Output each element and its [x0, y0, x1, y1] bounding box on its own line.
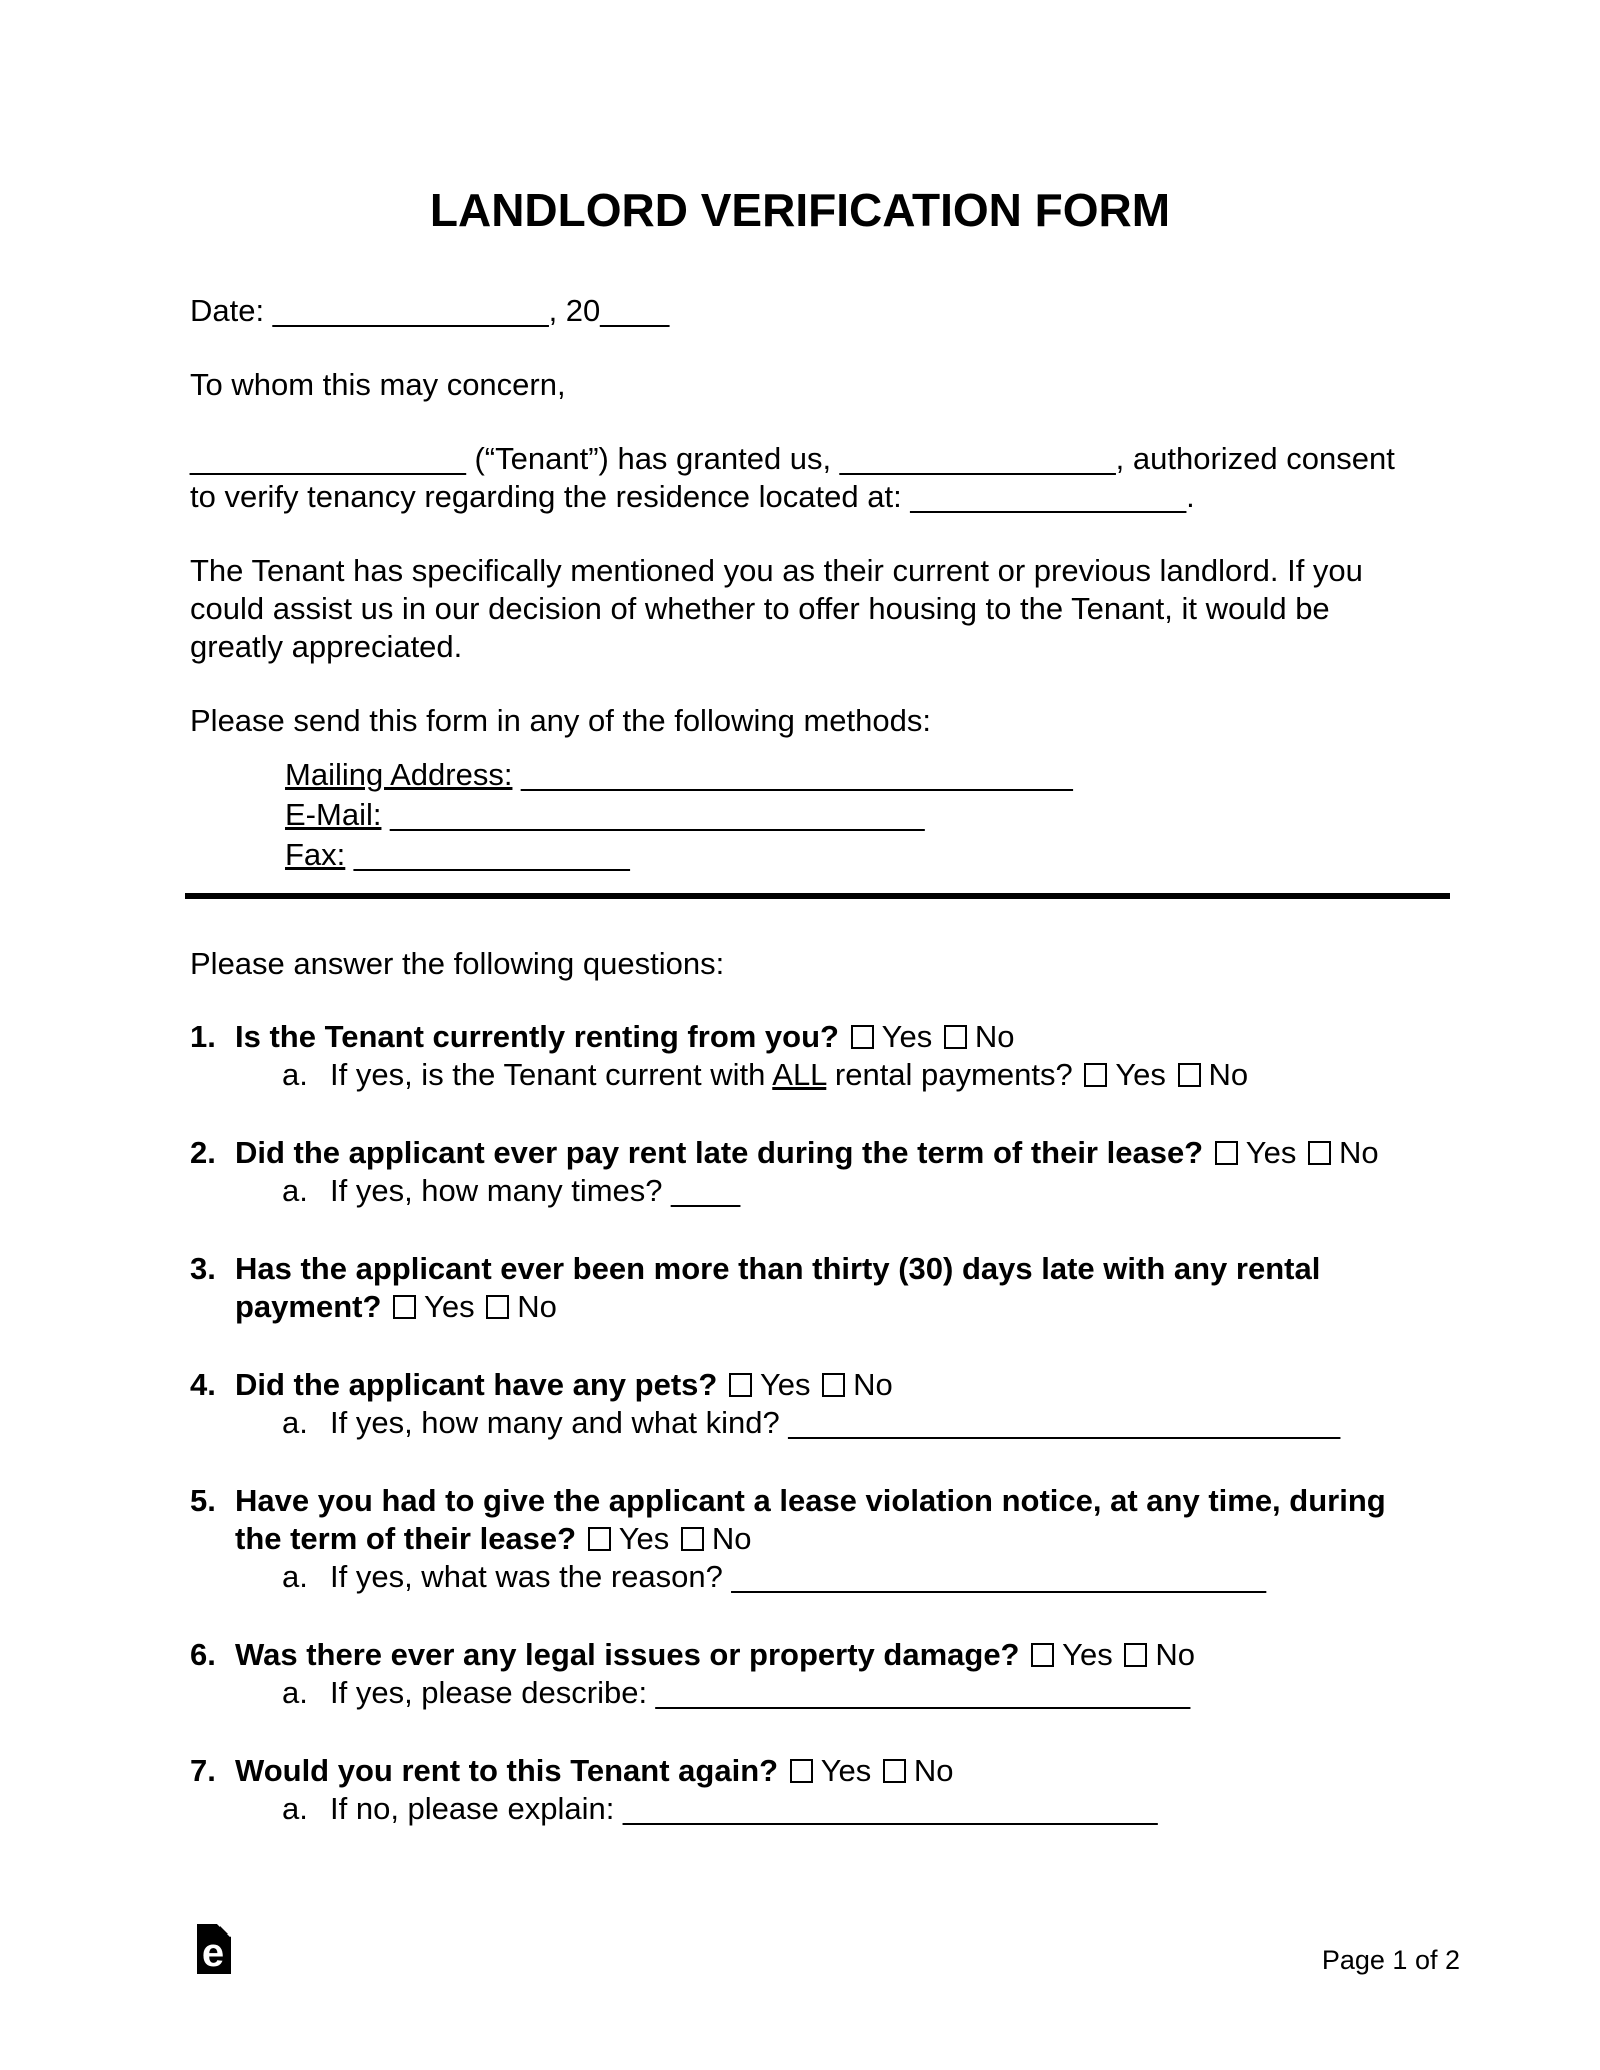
checkbox-no[interactable] — [486, 1295, 509, 1319]
question-4a-letter: a. — [282, 1405, 308, 1440]
checkbox-yes[interactable] — [1031, 1643, 1054, 1667]
date-line — [190, 292, 1410, 330]
question-2a-blank[interactable]: ____ — [671, 1173, 741, 1208]
checkbox-no[interactable] — [1124, 1643, 1147, 1667]
question-2-number: 2. — [190, 1135, 216, 1170]
question-5a-letter: a. — [282, 1559, 308, 1594]
question-5 — [190, 1482, 1410, 1596]
method-mailing-address — [285, 755, 1410, 795]
question-3-yes-no — [390, 1289, 557, 1324]
checkbox-no[interactable] — [1178, 1063, 1201, 1087]
question-1a-letter: a. — [282, 1057, 308, 1092]
question-1-number: 1. — [190, 1019, 216, 1054]
question-4a — [282, 1404, 1410, 1442]
no-label: No — [517, 1289, 557, 1324]
question-1a-underlined-word: ALL — [772, 1057, 827, 1092]
question-5a — [282, 1558, 1410, 1596]
residence-address-blank[interactable]: ________________ — [910, 479, 1187, 514]
date-label: Date: — [190, 293, 273, 328]
svg-text:e: e — [201, 1931, 225, 1974]
question-1a-yes-no — [1081, 1057, 1248, 1092]
yes-label: Yes — [1062, 1637, 1113, 1672]
question-1-text: Is the Tenant currently renting from you? — [235, 1019, 839, 1054]
question-3-text-line1: Has the applicant ever been more than thirty (30) days late with any rental — [235, 1251, 1321, 1286]
yes-label: Yes — [618, 1521, 670, 1556]
question-4-yes-no — [726, 1367, 893, 1402]
checkbox-no[interactable] — [883, 1759, 906, 1783]
question-7 — [190, 1752, 1410, 1828]
methods-intro: Please send this form in any of the following methods: — [190, 703, 931, 738]
question-2a — [282, 1172, 1410, 1210]
intro-line-1 — [190, 440, 1410, 478]
question-5a-blank[interactable]: _______________________________ — [731, 1559, 1266, 1594]
question-7-yes-no — [787, 1753, 954, 1788]
question-4-text: Did the applicant have any pets? — [235, 1367, 718, 1402]
question-7a-blank[interactable]: _______________________________ — [622, 1791, 1158, 1826]
page-title: LANDLORD VERIFICATION FORM — [429, 184, 1171, 236]
yes-label: Yes — [759, 1367, 811, 1402]
question-4a-blank[interactable]: ________________________________ — [788, 1405, 1341, 1440]
date-year-blank[interactable]: ____ — [600, 293, 670, 328]
document-content — [190, 185, 1410, 1868]
email-blank[interactable]: _______________________________ — [390, 797, 925, 832]
questions-intro: Please answer the following questions: — [190, 946, 725, 981]
checkbox-yes[interactable] — [393, 1295, 416, 1319]
question-6-number: 6. — [190, 1637, 216, 1672]
checkbox-yes[interactable] — [1215, 1141, 1238, 1165]
mailing-address-label: Mailing Address: — [285, 757, 513, 792]
question-4-number: 4. — [190, 1367, 216, 1402]
intro-line-2 — [190, 478, 1410, 516]
body-line-2: could assist us in our decision of whether to offer housing to the Tenant, it would be — [190, 591, 1330, 626]
question-3-number: 3. — [190, 1251, 216, 1286]
fax-label: Fax: — [285, 837, 346, 872]
question-2-text: Did the applicant ever pay rent late during the term of their lease? — [235, 1135, 1204, 1170]
methods-list — [285, 755, 1410, 875]
fax-blank[interactable]: ________________ — [353, 837, 630, 872]
method-email — [285, 795, 1410, 835]
question-5-number: 5. — [190, 1483, 216, 1518]
question-2 — [190, 1134, 1410, 1210]
question-2-yes-no — [1212, 1135, 1379, 1170]
checkbox-yes[interactable] — [851, 1025, 874, 1049]
yes-label: Yes — [1245, 1135, 1297, 1170]
question-6a-letter: a. — [282, 1675, 308, 1710]
no-label: No — [1155, 1637, 1195, 1672]
question-2a-text: If yes, how many times? — [330, 1173, 672, 1208]
eforms-logo-icon — [197, 1924, 231, 1974]
question-3-text-line2: payment? — [235, 1289, 382, 1324]
date-year-prefix: , 20 — [548, 293, 601, 328]
checkbox-no[interactable] — [1308, 1141, 1331, 1165]
question-5-text-line2: the term of their lease? — [235, 1521, 577, 1556]
body-paragraph — [190, 552, 1410, 666]
question-7a — [282, 1790, 1410, 1828]
question-1-yes-no — [848, 1019, 1015, 1054]
question-7-number: 7. — [190, 1753, 216, 1788]
salutation: To whom this may concern, — [190, 367, 566, 402]
question-6a — [282, 1674, 1410, 1712]
question-7a-letter: a. — [282, 1791, 308, 1826]
question-1a — [282, 1056, 1410, 1094]
method-fax — [285, 835, 1410, 875]
section-divider — [185, 893, 1450, 899]
no-label: No — [1338, 1135, 1379, 1170]
question-6a-text: If yes, please describe: — [330, 1675, 656, 1710]
question-5-yes-no — [585, 1521, 752, 1556]
body-line-3: greatly appreciated. — [190, 629, 463, 664]
question-5-text-line1: Have you had to give the applicant a lease violation notice, at any time, during — [235, 1483, 1386, 1518]
email-label: E-Mail: — [285, 797, 382, 832]
question-1 — [190, 1018, 1410, 1094]
intro-text-2: , authorized consent — [1115, 441, 1395, 476]
page-number: Page 1 of 2 — [1321, 1945, 1460, 1975]
checkbox-no[interactable] — [944, 1025, 967, 1049]
yes-label: Yes — [881, 1019, 933, 1054]
no-label: No — [853, 1367, 893, 1402]
landlord-name-blank[interactable]: ________________ — [839, 441, 1116, 476]
tenant-name-blank[interactable]: ________________ — [190, 441, 466, 476]
question-7-text: Would you rent to this Tenant again? — [235, 1753, 779, 1788]
question-6-yes-no — [1028, 1637, 1195, 1672]
intro-paragraph — [190, 440, 1410, 516]
question-6a-blank[interactable]: _______________________________ — [655, 1675, 1191, 1710]
checkbox-no[interactable] — [822, 1373, 845, 1397]
checkbox-no[interactable] — [681, 1527, 704, 1551]
checkbox-yes[interactable] — [1084, 1063, 1107, 1087]
intro-period: . — [1186, 479, 1195, 514]
checkbox-yes[interactable] — [588, 1527, 611, 1551]
intro-text-3: to verify tenancy regarding the residence located at: — [190, 479, 911, 514]
yes-label: Yes — [424, 1289, 475, 1324]
checkbox-yes[interactable] — [790, 1759, 813, 1783]
checkbox-yes[interactable] — [729, 1373, 752, 1397]
no-label: No — [711, 1521, 752, 1556]
question-4a-text: If yes, how many and what kind? — [330, 1405, 789, 1440]
question-3 — [190, 1250, 1410, 1326]
question-6 — [190, 1636, 1410, 1712]
question-1a-text: If yes, is the Tenant current with — [330, 1057, 773, 1092]
question-2a-letter: a. — [282, 1173, 308, 1208]
no-label: No — [1208, 1057, 1249, 1092]
question-4 — [190, 1366, 1410, 1442]
mailing-address-blank[interactable]: ________________________________ — [521, 757, 1073, 792]
yes-label: Yes — [1115, 1057, 1166, 1092]
question-6-text: Was there ever any legal issues or property damage? — [235, 1637, 1020, 1672]
no-label: No — [913, 1753, 954, 1788]
date-blank[interactable]: ________________ — [272, 293, 549, 328]
intro-text-1: (“Tenant”) has granted us, — [465, 441, 840, 476]
no-label: No — [974, 1019, 1015, 1054]
question-5a-text: If yes, what was the reason? — [330, 1559, 732, 1594]
body-line-1: The Tenant has specifically mentioned you as their current or previous landlord. If you — [190, 553, 1363, 588]
question-1a-text-end: rental payments? — [826, 1057, 1073, 1092]
question-7a-text: If no, please explain: — [330, 1791, 623, 1826]
yes-label: Yes — [820, 1753, 872, 1788]
